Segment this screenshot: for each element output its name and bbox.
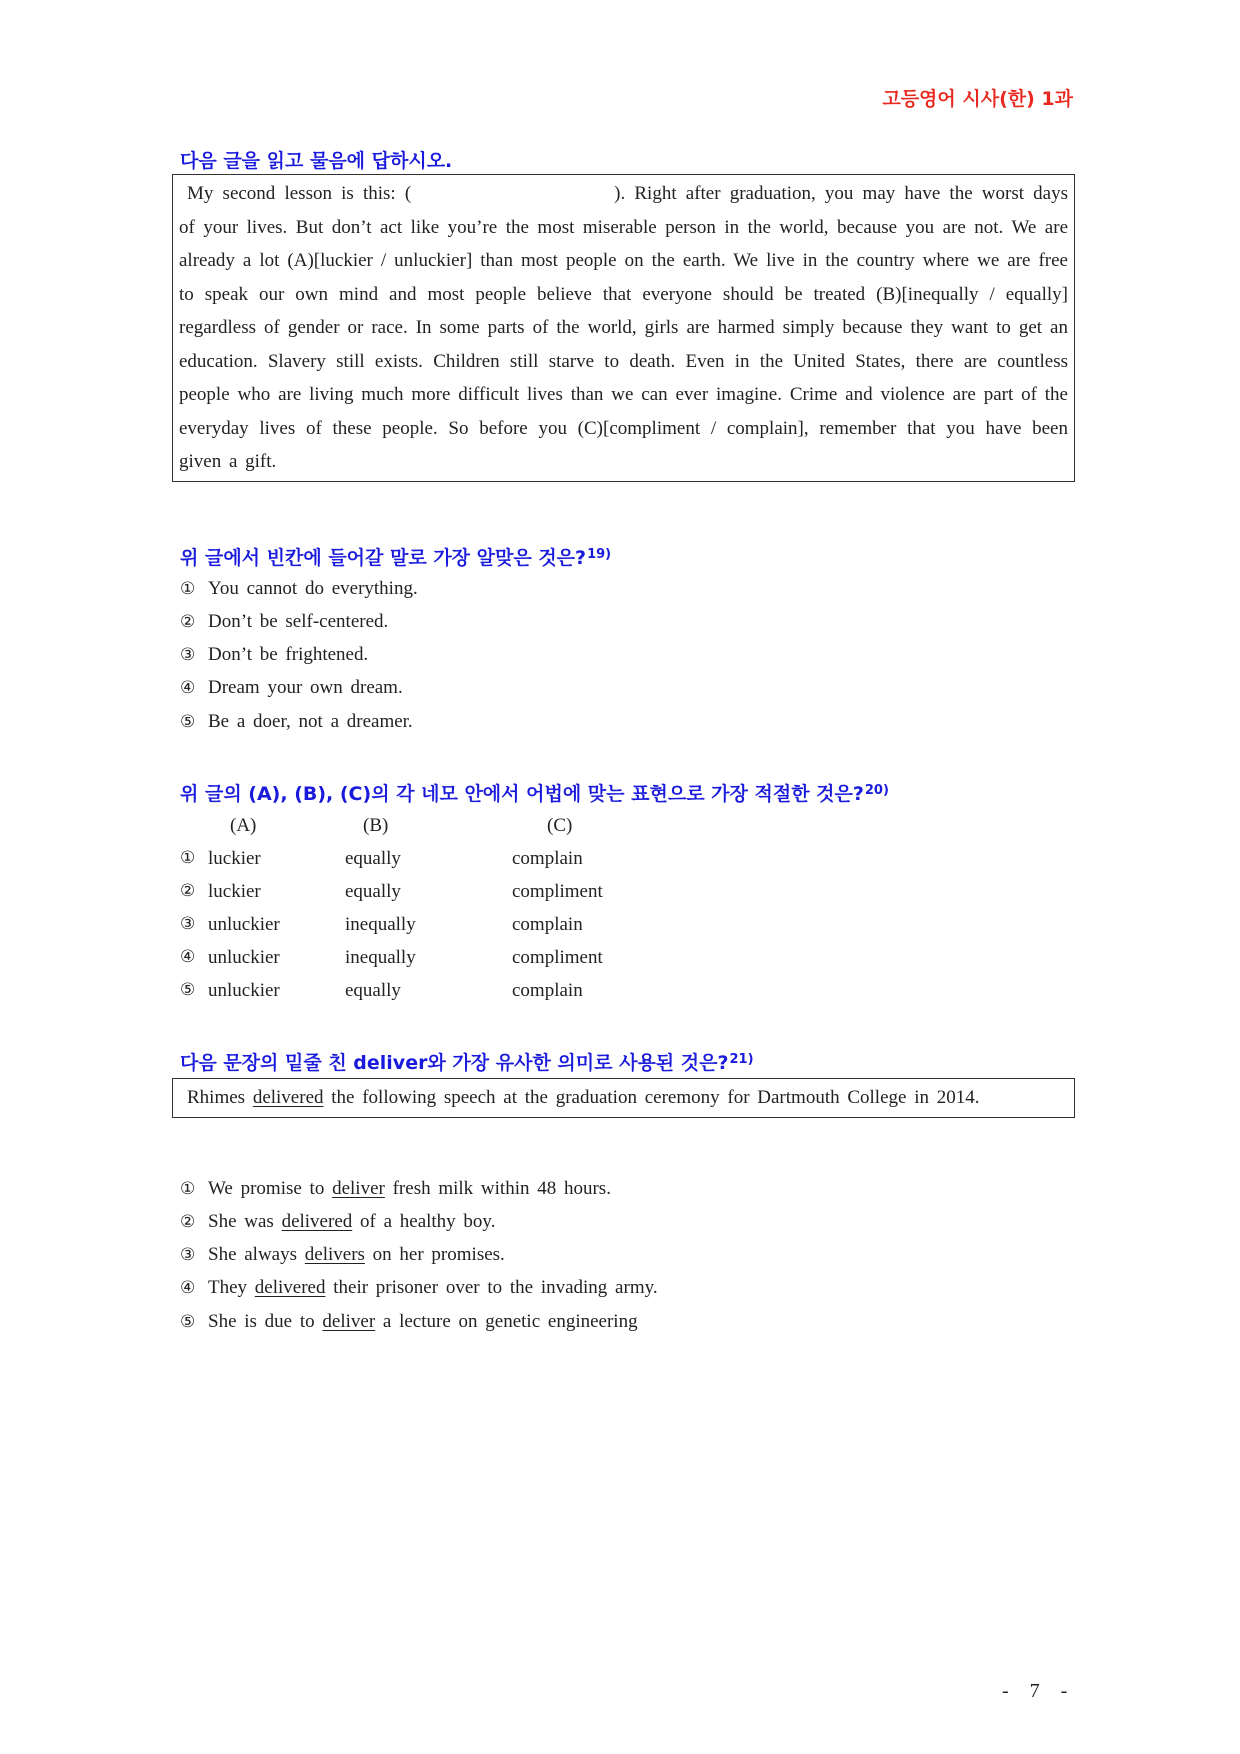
column-c-header: (C): [547, 815, 573, 836]
section-heading: 다음 글을 읽고 물음에 답하시오.: [180, 150, 453, 172]
footnote-21: 21): [729, 1052, 754, 1067]
document-title: 고등영어 시사(한) 1과: [882, 88, 1073, 110]
q20-option-2: ② luckier equally compliment: [180, 881, 603, 902]
q19-option-2: ② Don’t be self-centered.: [180, 611, 389, 632]
q20-option-3: ③ unluckier inequally complain: [180, 914, 583, 935]
q20-option-4: ④ unluckier inequally compliment: [180, 947, 603, 968]
q20-column-headers: [180, 815, 780, 839]
footnote-20: 20): [864, 783, 889, 798]
example-sentence: Rhimes delivered the following speech at the graduation ceremony for Dartmouth College in 2014.: [187, 1087, 980, 1108]
question-19-heading: 위 글에서 빈칸에 들어갈 말로 가장 알맞은 것은?$^{19)}$: [180, 547, 612, 569]
q19-option-4: ④ Dream your own dream.: [180, 677, 403, 698]
column-a-header: (A): [230, 815, 257, 836]
q19-option-5: ⑤ Be a doer, not a dreamer.: [180, 711, 413, 732]
q19-option-1: ① You cannot do everything.: [180, 578, 418, 599]
q21-option-2: ② She was delivered of a healthy boy.: [180, 1211, 496, 1232]
q21-option-4: ④ They delivered their prisoner over to the invading army.: [180, 1277, 658, 1298]
q21-option-1: ① We promise to deliver fresh milk within 48 hours.: [180, 1178, 611, 1199]
reading-passage: [179, 177, 1068, 479]
underlined-word: delivered: [252, 1087, 324, 1108]
footnote-19: 19): [587, 547, 612, 562]
page-number: - 7 -: [1002, 1680, 1076, 1702]
q21-option-3: ③ She always delivers on her promises.: [180, 1244, 505, 1265]
reading-passage-box: [172, 174, 1075, 482]
example-sentence-box: [172, 1078, 1075, 1118]
q20-option-5: ⑤ unluckier equally complain: [180, 980, 583, 1001]
q21-option-5: ⑤ She is due to deliver a lecture on genetic engineering: [180, 1311, 638, 1332]
q20-option-1: ① luckier equally complain: [180, 848, 583, 869]
question-21-heading: 다음 문장의 밑줄 친 deliver와 가장 유사한 의미로 사용된 것은?$^{21)}$: [180, 1052, 754, 1074]
column-b-header: (B): [363, 815, 389, 836]
q19-option-3: ③ Don’t be frightened.: [180, 644, 369, 665]
passage-rest: ). Right after graduation, you may have the worst days of your lives. But don’t act like you’re the most miserable person in the world, because you are not. We are already a lot (A)[luckier / unluckier] than most people on the earth. We live in the country where we are free to speak our own mind and most people believe that everyone should be treated (B)[inequally / equally] regardless of gender or race. In some parts of the world, girls are harmed simply because they want to get an education. Slavery still exists. Children still starve to death. Even in the United States, there are countless people who are living much more difficult lives than we can ever imagine. Crime and violence are part of the everyday lives of these people. So before you (C)[compliment / complain], remember that you have been given a gift.: [179, 183, 1068, 472]
passage-start: My second lesson is this: (: [187, 183, 412, 204]
question-20-heading: 위 글의 (A), (B), (C)의 각 네모 안에서 어법에 맞는 표현으로 가장 적절한 것은?$^{20)}$: [180, 783, 889, 805]
